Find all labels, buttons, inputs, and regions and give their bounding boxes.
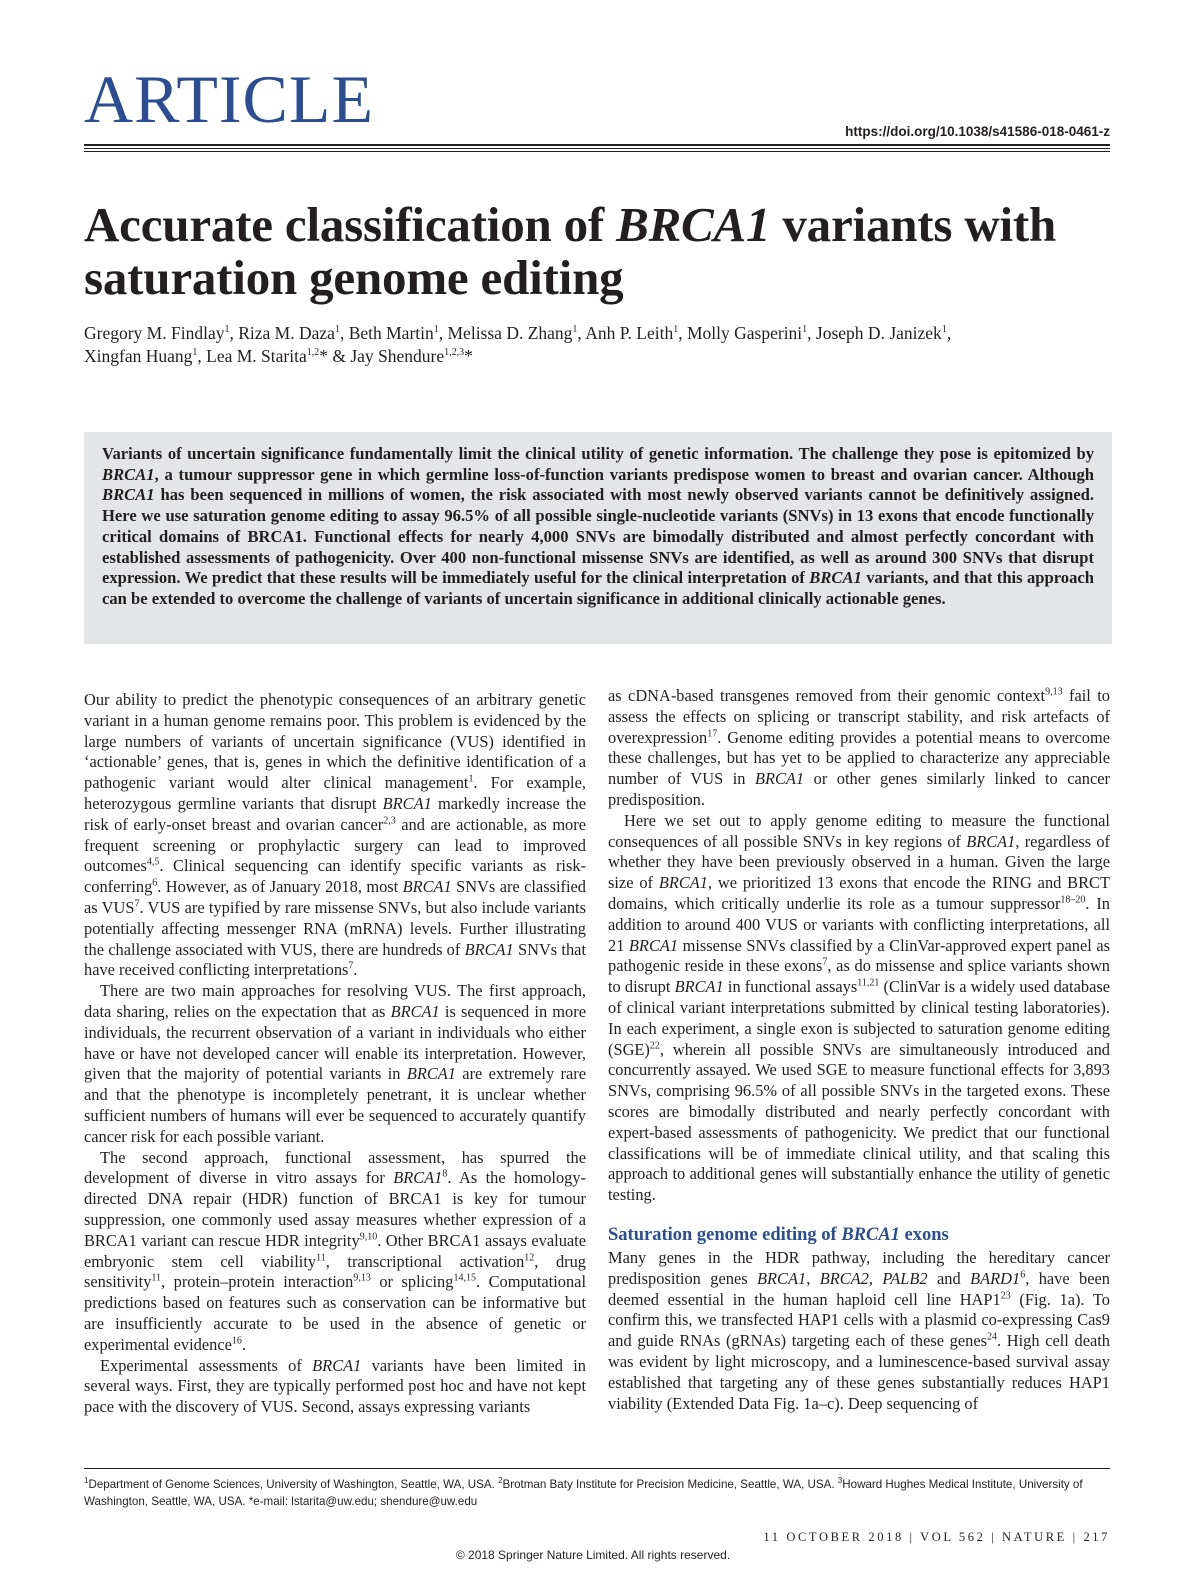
body-paragraph: Experimental assessments of BRCA1 variants have been limited in several ways. First, they are typically performed post hoc and have not kept pace with the discovery of VUS. Second, assays expressing variants bbox=[84, 1355, 586, 1417]
author-affiliation: 1 bbox=[224, 324, 230, 336]
author-name: Melissa D. Zhang bbox=[447, 323, 573, 343]
author-affiliation: 1 bbox=[334, 324, 340, 336]
author-name: Beth Martin bbox=[348, 323, 434, 343]
author-separator: * & bbox=[319, 346, 351, 366]
author-affiliation: 1 bbox=[941, 324, 947, 336]
author-affiliation: 1,2 bbox=[306, 347, 320, 359]
footnote-rule bbox=[84, 1468, 1110, 1469]
article-label: ARTICLE bbox=[84, 61, 374, 137]
body-paragraph: Our ability to predict the phenotypic consequences of an arbitrary genetic variant in a human genome remains poor. This problem is evidenced by the large numbers of variants of uncertain significance (VUS) identified in ‘actionable’ genes, that is, genes in which the definitive identification of a pathogenic variant would alter clinical management$^1$. For example, heterozygous germline variants that disrupt BRCA1 markedly increase the risk of early-onset breast and ovarian cancer$^{2,3}$ and are actionable, as more frequent screening or prophylactic surgery can lead to improved outcomes$^{4,5}$. Clinical sequencing can identify specific variants as risk-conferring$^6$. However, as of January 2018, most BRCA1 SNVs are classified as VUS$^7$. VUS are typified by rare missense SNVs, but also include variants potentially affecting messenger RNA (mRNA) levels. Further illustrating the challenge associated with VUS, there are hundreds of BRCA1 SNVs that have received conflicting interpretations$^7$. bbox=[84, 690, 586, 980]
author-separator: * bbox=[464, 346, 473, 366]
author-affiliation: 1 bbox=[433, 324, 439, 336]
author-affiliation: 1 bbox=[802, 324, 808, 336]
author-separator: , bbox=[946, 323, 952, 343]
author-list bbox=[84, 322, 1114, 368]
author-name: Joseph D. Janizek bbox=[815, 323, 942, 343]
title-part-1: Accurate classification of bbox=[84, 197, 617, 252]
author-affiliation: 1,2,3 bbox=[444, 347, 465, 359]
body-paragraph: There are two main approaches for resolving VUS. The first approach, data sharing, relies on the expectation that as BRCA1 is sequenced in more individuals, the recurrent observation of a variant in individuals who either have or have not developed cancer will enable its interpretation. However, given that the majority of potential variants in BRCA1 are extremely rare and that the phenotype is incompletely penetrant, it is unclear whether sufficient numbers of humans will ever be sequenced to accurately quantify cancer risk for each possible variant. bbox=[84, 981, 586, 1146]
author-name: Jay Shendure bbox=[350, 346, 445, 366]
affiliations-footnote: $^1$Department of Genome Sciences, University of Washington, Seattle, WA, USA. $^2$Brotman Baty Institute for Precision Medicine, Seattle, WA, USA. $^3$Howard Hughes Medical Institute, University of Washington, Seattle, WA, USA. *e-mail: lstarita@uw.edu; shendure@uw.edu bbox=[84, 1476, 1083, 1508]
body-paragraph: Many genes in the HDR pathway, including the hereditary cancer predisposition genes BRCA1, BRCA2, PALB2 and $BARD1^6$, have been deemed essential in the human haploid cell line $HAP1^{23}$ (Fig. 1a). To confirm this, we transfected HAP1 cells with a plasmid co-expressing Cas9 and guide RNAs (gRNAs) targeting each of these genes$^{24}$. High cell death was evident by light microscopy, and a luminescence-based survival assay established that targeting any of these genes substantially reduces HAP1 viability (Extended Data Fig. 1a–c). Deep sequencing of bbox=[608, 1247, 1111, 1413]
page-info: 11 OCTOBER 2018 | VOL 562 | NATURE | 217 bbox=[763, 1530, 1110, 1544]
author-separator: , bbox=[339, 323, 349, 343]
author-separator: , bbox=[807, 323, 816, 343]
title-gene: BRCA1 bbox=[616, 197, 771, 252]
abstract-text: Variants of uncertain significance fundamentally limit the clinical utility of genetic information. The challenge they pose is epitomized by BRCA1, a tumour suppressor gene in which germline loss-of-function variants predispose women to breast and ovarian cancer. Although BRCA1 has been sequenced in millions of women, the risk associated with most newly observed variants cannot be definitively assigned. Here we use saturation genome editing to assay 96.5% of all possible single-nucleotide variants (SNVs) in 13 exons that encode functionally critical domains of BRCA1. Functional effects for nearly 4,000 SNVs are bimodally distributed and almost perfectly concordant with established assessments of pathogenicity. Over 400 non-functional missense SNVs are identified, as well as around 300 SNVs that disrupt expression. We predict that these results will be immediately useful for the clinical interpretation of BRCA1 variants, and that this approach can be extended to overcome the challenge of variants of uncertain significance in additional clinically actionable genes. bbox=[102, 444, 1094, 608]
author-name: Molly Gasperini bbox=[686, 323, 803, 343]
copyright: © 2018 Springer Nature Limited. All rights reserved. bbox=[455, 1548, 731, 1562]
body-column-right bbox=[608, 686, 1110, 1414]
author-name: Gregory M. Findlay bbox=[84, 323, 225, 343]
author-name: Riza M. Daza bbox=[238, 323, 335, 343]
author-separator: , bbox=[577, 323, 586, 343]
body-paragraph: The second approach, functional assessment, has spurred the development of diverse in vitro assays for $BRCA1^8$. As the homology-directed DNA repair (HDR) function of BRCA1 is key for tumour suppression, one commonly used assay measures whether expression of a BRCA1 variant can rescue HDR integrity$^{9,10}$. Other BRCA1 assays evaluate embryonic stem cell viability$^{11}$, transcriptional activation$^{12}$, drug sensitivity$^{11}$, protein–protein interaction$^{9,13}$ or splicing$^{14,15}$. Computational predictions based on features such as conservation can be informative but are insufficiently accurate to be used in the absence of genetic or experimental evidence$^{16}$. bbox=[84, 1147, 587, 1354]
body-paragraph: Here we set out to apply genome editing to measure the functional consequences of all possible SNVs in key regions of BRCA1, regardless of whether they have been previously observed in a human. Given the large size of BRCA1, we prioritized 13 exons that encode the RING and BRCT domains, which critically underlie its role as a tumour suppressor$^{18-20}$. In addition to around 400 VUS or variants with conflicting interpretations, all 21 BRCA1 missense SNVs classified by a ClinVar-approved expert panel as pathogenic reside in these exons$^7$, as do missense and splice variants shown to disrupt BRCA1 in functional assays$^{11,21}$ (ClinVar is a widely used database of clinical variant interpretations submitted by clinical testing laboratories). In each experiment, a single exon is subjected to saturation genome editing (SGE)$^{22}$, wherein all possible SNVs are simultaneously introduced and concurrently assayed. We used SGE to measure functional effects for 3,893 SNVs, comprising 96.5% of all possible SNVs in the targeted exons. These scores are bimodally distributed and nearly perfectly concordant with expert-based assessments of pathogenicity. We predict that our functional classifications will be of immediate clinical utility, and that scaling this approach to additional genes will substantially enhance the utility of genetic testing. bbox=[608, 810, 1111, 1205]
title-part-2: variants with saturation genome editing bbox=[84, 197, 1057, 305]
author-affiliation: 1 bbox=[192, 347, 198, 359]
author-affiliation: 1 bbox=[673, 324, 679, 336]
author-separator: , bbox=[438, 323, 448, 343]
header-rule bbox=[84, 144, 1110, 154]
paper-title bbox=[84, 198, 1124, 304]
doi-link[interactable]: https://doi.org/10.1038/s41586-018-0461-z bbox=[845, 124, 1110, 139]
author-separator: , bbox=[197, 346, 207, 366]
abstract-box bbox=[84, 432, 1112, 644]
author-name: Lea M. Starita bbox=[206, 346, 307, 366]
author-name: Anh P. Leith bbox=[585, 323, 674, 343]
section-heading: Saturation genome editing of BRCA1 exons bbox=[608, 1224, 949, 1245]
author-name: Xingfan Huang bbox=[84, 346, 193, 366]
author-separator: , bbox=[678, 323, 687, 343]
body-column-left bbox=[84, 690, 586, 1418]
author-separator: , bbox=[229, 323, 239, 343]
author-affiliation: 1 bbox=[572, 324, 578, 336]
body-paragraph: as cDNA-based transgenes removed from their genomic context$^{9,13}$ fail to assess the effects on splicing or transcript stability, and risk artefacts of overexpression$^{17}$. Genome editing provides a potential means to overcome these challenges, but has yet to be applied to characterize any appreciable number of VUS in BRCA1 or other genes similarly linked to cancer predisposition. bbox=[608, 686, 1110, 809]
